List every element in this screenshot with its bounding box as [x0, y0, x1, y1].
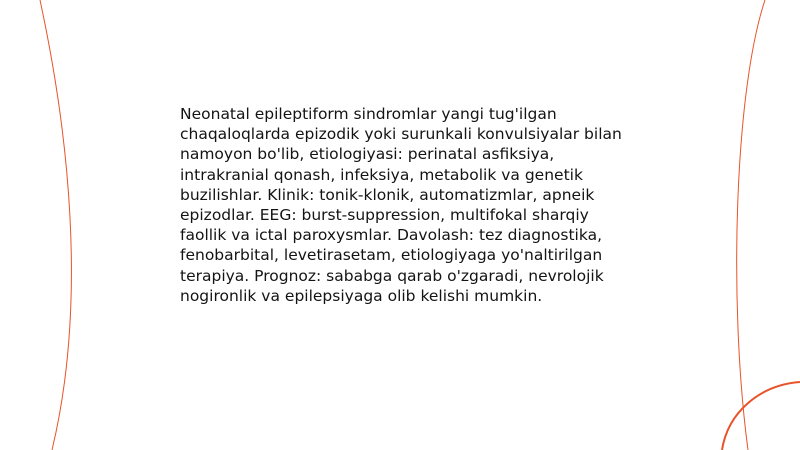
right-bottom-arc — [722, 382, 800, 450]
left-curve — [40, 0, 71, 450]
right-curve — [737, 0, 765, 450]
slide-body-text: Neonatal epileptiform sindromlar yangi tug'ilgan chaqaloqlarda epizodik yoki surunkali konvulsiyalar bilan namoyon bo'lib, etiologiyasi: perinatal asfiksiya, intrakranial qonash, infeksiya, metabolik va genetik buzilishlar. Klinik: tonik-klonik, automatizmlar, apneik epizodlar. EEG: burst-suppression, multifokal sharqiy faollik va ictal paroxysmlar. Davolash: tez diagnostika, fenobarbital, levetirasetam, etiologiyaga yo'naltirilgan terapiya. Prognoz: sababga qarab o'zgaradi, nevrolojik nogironlik va epilepsiyaga olib kelishi mumkin. — [180, 105, 622, 305]
